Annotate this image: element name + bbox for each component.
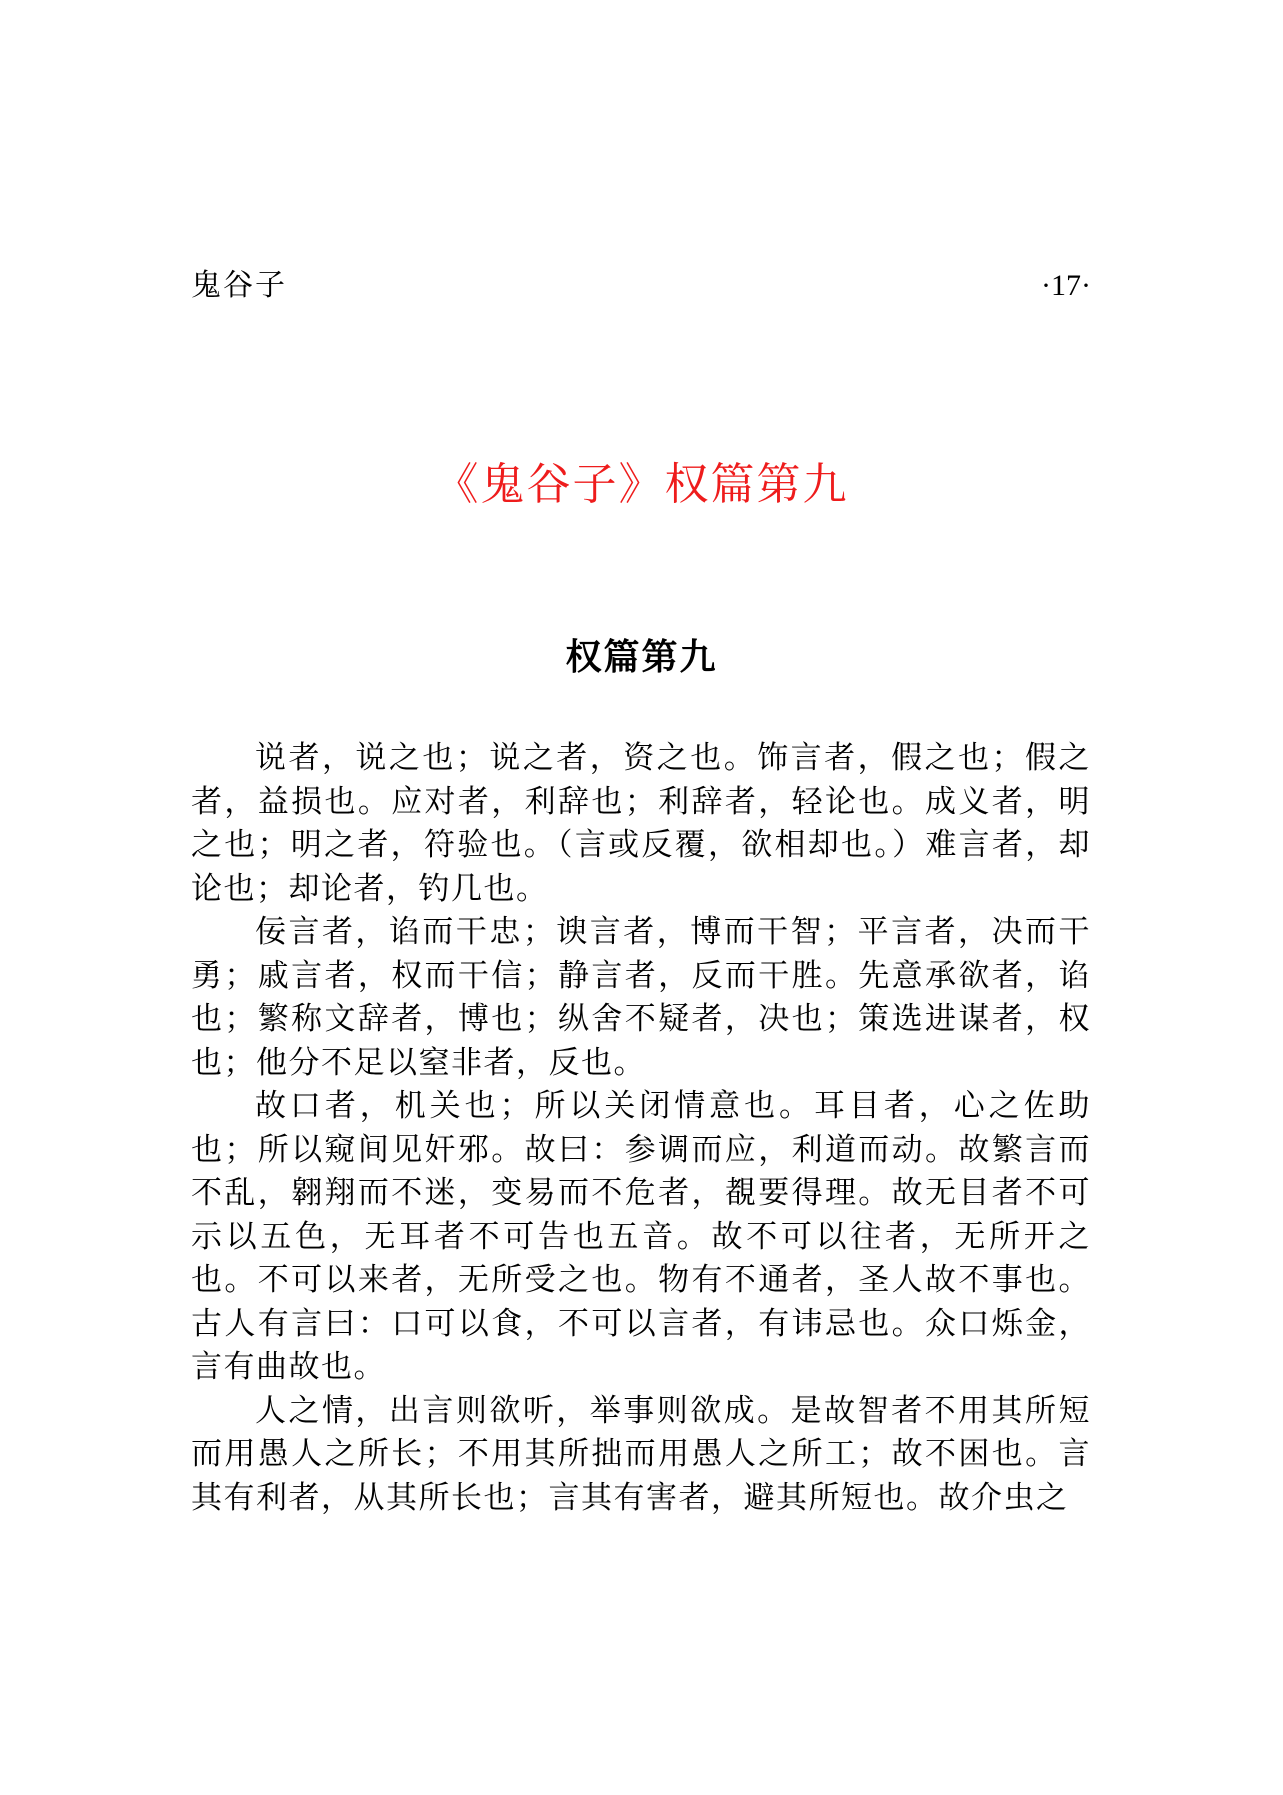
header-book-title: 鬼谷子	[191, 268, 287, 303]
paragraph: 故口者，机关也；所以关闭情意也。耳目者，心之佐助也；所以窥间见奸邪。故曰：参调而应，利道而动。故繁言而不乱，翱翔而不迷，变易而不危者，覩要得理。故无目者不可示以五色，无耳者不可告也五音。故不可以往者，无所开之也。不可以来者，无所受之也。物有不通者，圣人故不事也。古人有言曰：口可以食，不可以言者，有讳忌也。众口烁金，言有曲故也。	[191, 1088, 1091, 1385]
paragraph: 说者，说之也；说之者，资之也。饰言者，假之也；假之者，益损也。应对者，利辞也；利辞者，轻论也。成义者，明之也；明之者，符验也。（言或反覆，欲相却也。）难言者，却论也；却论者，钓几也。	[191, 740, 1091, 907]
page-number: ·17·	[1041, 269, 1091, 302]
chapter-banner: 《鬼谷子》权篇第九	[434, 459, 849, 510]
paragraph: 人之情，出言则欲听，举事则欲成。是故智者不用其所短而用愚人之所长；不用其所拙而用愚人之所工；故不困也。言其有利者，从其所长也；言其有害者，避其所短也。故介虫之	[191, 1392, 1091, 1516]
running-header	[191, 266, 1091, 306]
paragraph: 佞言者，谄而干忠；谀言者，博而干智；平言者，决而干勇；戚言者，权而干信；静言者，反而干胜。先意承欲者，谄也；繁称文辞者，博也；纵舍不疑者，决也；策选进谋者，权也；他分不足以窒非者，反也。	[191, 914, 1091, 1081]
section-title: 权篇第九	[565, 637, 718, 678]
body-text	[191, 737, 1091, 1520]
